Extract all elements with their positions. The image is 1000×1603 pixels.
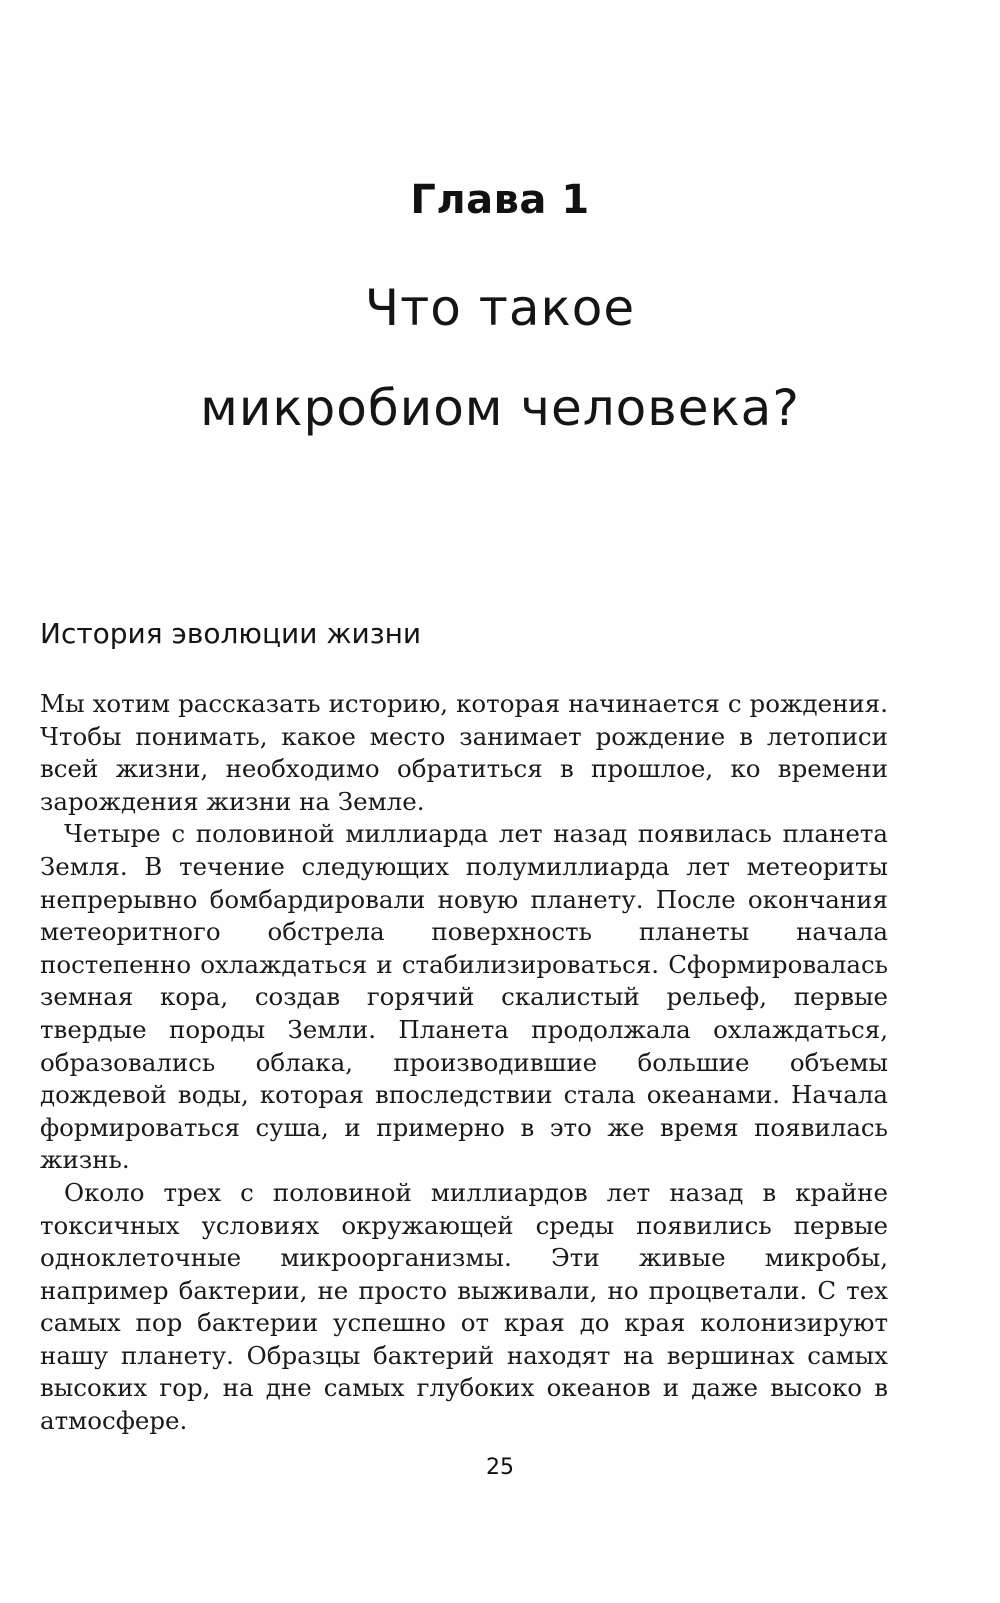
paragraph-1: Мы хотим рассказать историю, которая начинается с рождения. Чтобы понимать, какое место занимает рождение в летописи всей жизни, необходимо обратиться в прошлое, ко времени зарождения жизни на Земле. bbox=[40, 689, 888, 816]
chapter-title-line-1: Что такое bbox=[364, 279, 636, 337]
body-text bbox=[40, 688, 888, 1438]
section-heading: История эволюции жизни bbox=[40, 617, 422, 650]
page-number: 25 bbox=[486, 1455, 514, 1480]
chapter-title-line-2: микробиом человека? bbox=[200, 379, 800, 437]
chapter-title bbox=[0, 258, 1000, 458]
paragraph-3: Около трех с половиной миллиардов лет назад в крайне токсичных условиях окружающей среды появились первые одноклеточные микроорганизмы. Эти живые микробы, например бактерии, не просто выживали, но процветали. С тех самых пор бактерии успешно от края до края колонизируют нашу планету. Образцы бактерий находят на вершинах самых высоких гор, на дне самых глубоких океанов и даже высоко в атмосфере. bbox=[40, 1177, 888, 1436]
paragraph-2: Четыре с половиной миллиарда лет назад появилась планета Земля. В течение следующих полумиллиарда лет метеориты непрерывно бомбардировали новую планету. После окончания метеоритного обстрела поверхность планеты начала постепенно охлаждаться и стабилизироваться. Сформировалась земная кора, создав горячий скалистый рельеф, первые твердые породы Земли. Планета продолжала охлаждаться, образовались облака, производившие большие объемы дождевой воды, которая впоследствии стала океанами. Начала формироваться суша, и примерно в это же время появилась жизнь. bbox=[40, 819, 888, 1175]
chapter-label: Глава 1 bbox=[410, 177, 590, 223]
